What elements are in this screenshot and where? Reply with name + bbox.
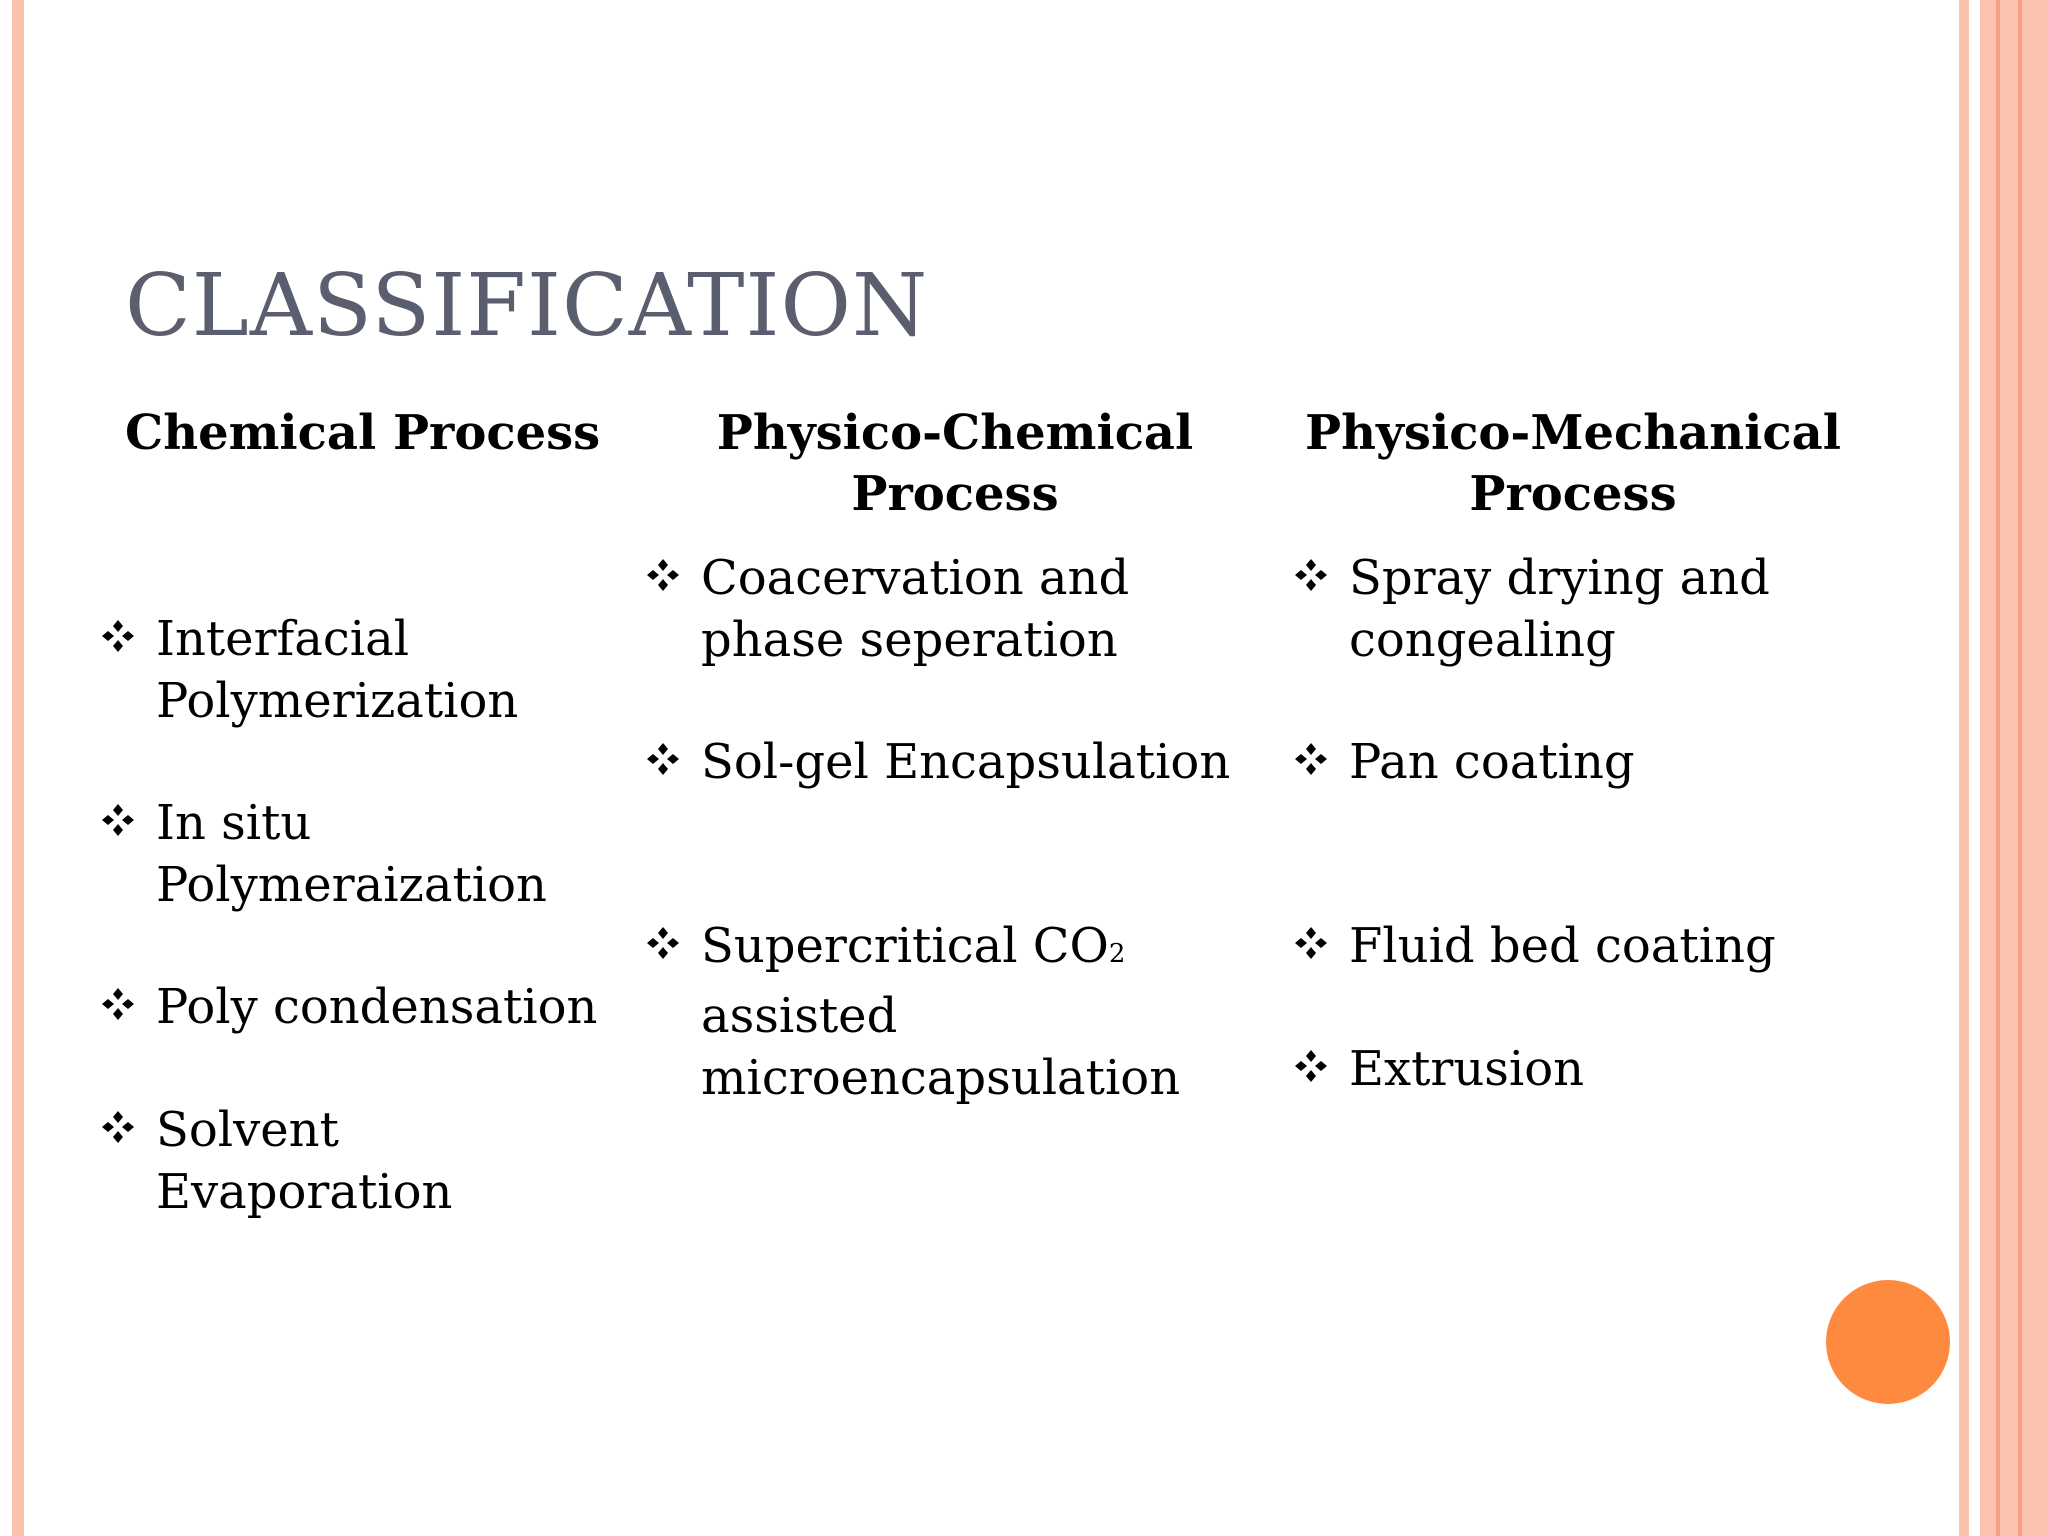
list-item: [645, 547, 1129, 671]
column-heading: Chemical Process: [125, 405, 601, 461]
column-heading: Physico-Chemical Process: [716, 405, 1194, 522]
item-text: Fluid bed coating: [1349, 918, 1776, 974]
left-border-stripe: [12, 0, 24, 1536]
item-text: [701, 915, 1180, 1109]
diamond-cluster-icon: [100, 618, 136, 654]
item-text: Pan coating: [1349, 734, 1635, 790]
diamond-cluster-icon: [1293, 1048, 1329, 1084]
right-border-line: [2018, 0, 2022, 1536]
column-chemical-process: [100, 403, 620, 1220]
column-physico-mechanical-process: [1293, 403, 1853, 1097]
item-text-main: Supercritical CO: [701, 918, 1109, 974]
list-item: [100, 792, 547, 916]
right-border-band: [1980, 0, 2048, 1536]
diamond-cluster-icon: [1293, 741, 1329, 777]
diamond-cluster-icon: [100, 802, 136, 838]
diamond-cluster-icon: [1293, 557, 1329, 593]
item-text: Poly condensation: [156, 979, 598, 1035]
list-item: [100, 608, 518, 732]
list-item: [1293, 547, 1770, 671]
right-border-stripe: [1959, 0, 1969, 1536]
item-text: Sol-gel Encapsulation: [701, 734, 1231, 790]
accent-circle: [1826, 1280, 1950, 1404]
slide-title: CLASSIFICATION: [125, 255, 929, 356]
list-item: [100, 976, 597, 1038]
item-text: In situ Polymeraization: [156, 795, 547, 913]
item-text: Solvent Evaporation: [156, 1102, 453, 1220]
list-item: [1293, 731, 1635, 793]
item-text-rest: assisted microencapsulation: [701, 988, 1181, 1106]
item-text: Interfacial Polymerization: [156, 611, 519, 729]
diamond-cluster-icon: [645, 741, 681, 777]
diamond-cluster-icon: [645, 925, 681, 961]
column-physico-chemical-process: [645, 403, 1255, 1106]
list-item: [100, 1099, 452, 1223]
item-text: Spray drying and congealing: [1349, 550, 1770, 668]
diamond-cluster-icon: [100, 1109, 136, 1145]
item-text: Coacervation and phase seperation: [701, 550, 1130, 668]
right-border-line: [1996, 0, 2000, 1536]
list-item: [645, 731, 1230, 793]
column-heading: Physico-Mechanical Process: [1305, 405, 1841, 522]
subscript-two: 2: [1108, 939, 1126, 969]
list-item: [1293, 915, 1776, 977]
diamond-cluster-icon: [645, 557, 681, 593]
list-item: [1293, 1038, 1584, 1100]
list-item: [645, 915, 1180, 1109]
diamond-cluster-icon: [100, 986, 136, 1022]
item-text: Extrusion: [1349, 1041, 1585, 1097]
diamond-cluster-icon: [1293, 925, 1329, 961]
